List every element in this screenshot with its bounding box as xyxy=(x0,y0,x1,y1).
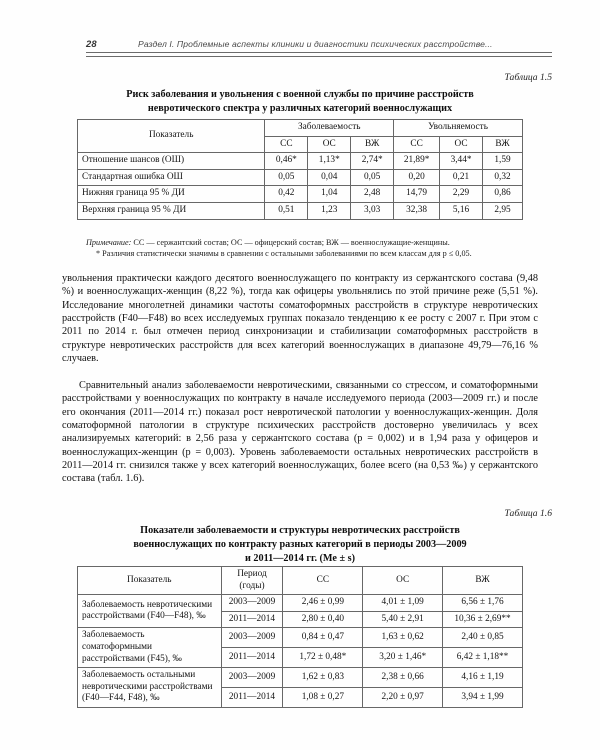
running-head xyxy=(86,38,552,49)
table-1-5-row-label: Стандартная ошибка ОШ xyxy=(78,169,265,186)
table-1-5-cell: 0,51 xyxy=(265,202,308,219)
table-1-6-cell: 1,62 ± 0,83 xyxy=(283,668,363,688)
table-1-5-header-row-1 xyxy=(78,120,523,137)
table-1-6-period-cell: 2011—2014 xyxy=(221,688,283,708)
table-1-6-period-cell: 2003—2009 xyxy=(221,595,283,612)
table-1-5-note xyxy=(86,238,552,259)
table-1-6-cell: 1,63 ± 0,62 xyxy=(363,628,443,648)
table-1-5-group-morbidity: Заболеваемость xyxy=(265,120,394,137)
table-1-5-sub-col-0: СС xyxy=(265,136,308,153)
table-1-6-cell: 2,20 ± 0,97 xyxy=(363,688,443,708)
table-1-5-cell: 14,79 xyxy=(394,186,440,203)
table-row xyxy=(78,153,523,170)
running-head-title: Раздел I. Проблемные аспекты клиники и диагностики психических расстройстве... xyxy=(138,39,493,49)
table-1-6-cell: 4,01 ± 1,09 xyxy=(363,595,443,612)
table-1-6-period-cell: 2011—2014 xyxy=(221,611,283,628)
table-1-6-col-2: ВЖ xyxy=(443,567,523,595)
table-1-6-cell: 1,72 ± 0,48* xyxy=(283,648,363,668)
table-row xyxy=(78,202,523,219)
table-1-5 xyxy=(77,119,523,220)
table-1-6-cell: 5,40 ± 2,91 xyxy=(363,611,443,628)
table-row xyxy=(78,169,523,186)
table-1-6-cell: 6,42 ± 1,18** xyxy=(443,648,523,668)
table-1-5-cell: 32,38 xyxy=(394,202,440,219)
table-1-6-row-label: Заболеваемость невротическими расстройствами (F40—F48), ‰ xyxy=(78,595,222,628)
table-1-6-period-cell: 2003—2009 xyxy=(221,668,283,688)
table-1-5-cell: 5,16 xyxy=(440,202,483,219)
table-1-6-col-indicator: Показатель xyxy=(78,567,222,595)
table-1-5-cell: 0,05 xyxy=(265,169,308,186)
table-1-6-cell: 1,08 ± 0,27 xyxy=(283,688,363,708)
table-1-5-cell: 0,21 xyxy=(440,169,483,186)
note-text: СС — сержантский состав; ОС — офицерский состав; ВЖ — военнослужащие-женщины. xyxy=(131,238,450,247)
table-row xyxy=(78,668,523,688)
table-1-5-note-line xyxy=(86,238,552,249)
table-1-5-cell: 1,04 xyxy=(308,186,351,203)
table-1-5-sub-col-1: ОС xyxy=(308,136,351,153)
header-rule xyxy=(86,52,552,57)
paragraph-2-text: Сравнительный анализ заболеваемости невротическими, связанными со стрессом, и соматоформными расстройствами у военнослужащих по контракту в начале исследуемого периода (2003—2009 гг.) и после его окончания (2011—2014 гг.) показал рост невротической патологии у военнослужащих-женщин. Доля соматоформной патологии в структуре психических расстройств достоверно увеличилась у всех анализируемых категорий: в 2,56 раза у сержантского состава (p = 0,002) и в 1,94 раза у офицеров и военнослужащих-женщин (p = 0,003). Уровень заболеваемости остальных невротических расстройств в 2011—2014 гг. снизился также у всех категорий военнослужащих, более всего (на 0,53 ‰) у сержантского состава (табл. 1.6). xyxy=(62,380,538,485)
table-1-5-sub-col-4: ОС xyxy=(440,136,483,153)
table-row xyxy=(78,628,523,648)
table-1-6-cell: 2,80 ± 0,40 xyxy=(283,611,363,628)
table-1-5-cell: 2,48 xyxy=(351,186,394,203)
table-1-5-sub-col-3: СС xyxy=(394,136,440,153)
table-1-5-cell: 2,95 xyxy=(483,202,523,219)
table-1-5-row-label: Нижняя граница 95 % ДИ xyxy=(78,186,265,203)
table-1-5-cell: 0,42 xyxy=(265,186,308,203)
table-1-5-col-indicator: Показатель xyxy=(78,120,265,153)
table-1-6-cell: 6,56 ± 1,76 xyxy=(443,595,523,612)
table-1-6-title-line-2: военнослужащих по контракту разных категорий в периоды 2003—2009 xyxy=(133,539,467,551)
table-1-6-cell: 3,94 ± 1,99 xyxy=(443,688,523,708)
table-1-5-cell: 1,59 xyxy=(483,153,523,170)
table-1-6-cell: 4,16 ± 1,19 xyxy=(443,668,523,688)
table-1-5-note-star: * Различия статистически значимы в сравнении с остальными заболеваниями по всем классам для p ≤ 0,05. xyxy=(96,248,472,258)
table-1-5-cell: 0,20 xyxy=(394,169,440,186)
table-1-6-body xyxy=(78,595,523,708)
table-1-5-cell: 2,74* xyxy=(351,153,394,170)
table-1-5-row-label: Верхняя граница 95 % ДИ xyxy=(78,202,265,219)
table-1-5-row-label: Отношение шансов (ОШ) xyxy=(78,153,265,170)
table-1-5-title xyxy=(62,88,538,116)
table-1-6-col-period xyxy=(221,567,283,595)
table-row xyxy=(78,595,523,612)
table-1-5-cell: 0,86 xyxy=(483,186,523,203)
table-1-5-cell: 0,04 xyxy=(308,169,351,186)
table-1-5-cell: 3,03 xyxy=(351,202,394,219)
table-1-5-cell: 0,32 xyxy=(483,169,523,186)
paragraph-1-text: увольнения практически каждого десятого военнослужащего по контракту из сержантского состава (9,48 %) и военнослужащих-женщин (8,22 %), тогда как офицеры увольнялись по этой причине реже (5,51 %). Исследование многолетней динамики частоты соматоформных расстройств в структуре невротических расстройств (F40—F48) во всех исследуемых группах показало тенденцию к ее росту с 2007 г. При этом с 2011 по 2014 г. был отмечен период синхронизации и стабилизации соматоформных расстройств в структуре невротических расстройств для всех категорий военнослужащих в диапазоне 49,79—76,16 % случаев. xyxy=(62,273,538,365)
table-row xyxy=(78,186,523,203)
table-1-6-title-line-1: Показатели заболеваемости и структуры невротических расстройств xyxy=(140,525,460,536)
table-1-5-cell: 2,29 xyxy=(440,186,483,203)
table-1-6-cell: 2,40 ± 0,85 xyxy=(443,628,523,648)
table-1-5-number: Таблица 1.5 xyxy=(504,72,552,83)
table-1-6-period-cell: 2003—2009 xyxy=(221,628,283,648)
table-1-6-col-1: ОС xyxy=(363,567,443,595)
table-1-6-cell: 10,36 ± 2,69** xyxy=(443,611,523,628)
body-paragraph-1 xyxy=(62,272,538,365)
table-1-6-header-row xyxy=(78,567,523,595)
table-1-6-cell: 0,84 ± 0,47 xyxy=(283,628,363,648)
table-1-5-cell: 21,89* xyxy=(394,153,440,170)
body-paragraph-2 xyxy=(62,379,538,486)
table-1-6-period-cell: 2011—2014 xyxy=(221,648,283,668)
table-1-6-cell: 2,46 ± 0,99 xyxy=(283,595,363,612)
table-1-6-col-0: СС xyxy=(283,567,363,595)
table-1-5-body xyxy=(78,153,523,219)
table-1-6-title-line-3: и 2011—2014 гг. (Ме ± s) xyxy=(245,553,355,565)
table-1-5-cell: 1,23 xyxy=(308,202,351,219)
table-1-6-col-period-line-2: (годы) xyxy=(239,580,265,591)
table-1-5-sub-col-2: ВЖ xyxy=(351,136,394,153)
table-1-5-title-line-2: невротического спектра у различных категорий военнослужащих xyxy=(147,103,453,115)
table-1-6-cell: 2,38 ± 0,66 xyxy=(363,668,443,688)
table-1-5-sub-col-5: ВЖ xyxy=(483,136,523,153)
page-number: 28 xyxy=(86,38,97,49)
table-1-6-row-label: Заболеваемость соматоформными расстройствами (F45), ‰ xyxy=(78,628,222,668)
table-1-6-cell: 3,20 ± 1,46* xyxy=(363,648,443,668)
table-1-6-row-label: Заболеваемость остальными невротическими расстройствами (F40—F44, F48), ‰ xyxy=(78,668,222,708)
table-1-6-title xyxy=(62,524,538,567)
note-label: Примечание: xyxy=(86,238,132,247)
table-1-5-cell: 0,46* xyxy=(265,153,308,170)
table-1-6-number: Таблица 1.6 xyxy=(504,508,552,519)
table-1-5-group-discharge: Увольняемость xyxy=(394,120,523,137)
table-1-5-cell: 0,05 xyxy=(351,169,394,186)
table-1-6 xyxy=(77,566,523,708)
table-1-6-col-period-line-1: Период xyxy=(237,569,267,579)
table-1-5-title-line-1: Риск заболевания и увольнения с военной службы по причине расстройств xyxy=(126,89,474,100)
table-1-5-cell: 3,44* xyxy=(440,153,483,170)
table-1-5-cell: 1,13* xyxy=(308,153,351,170)
